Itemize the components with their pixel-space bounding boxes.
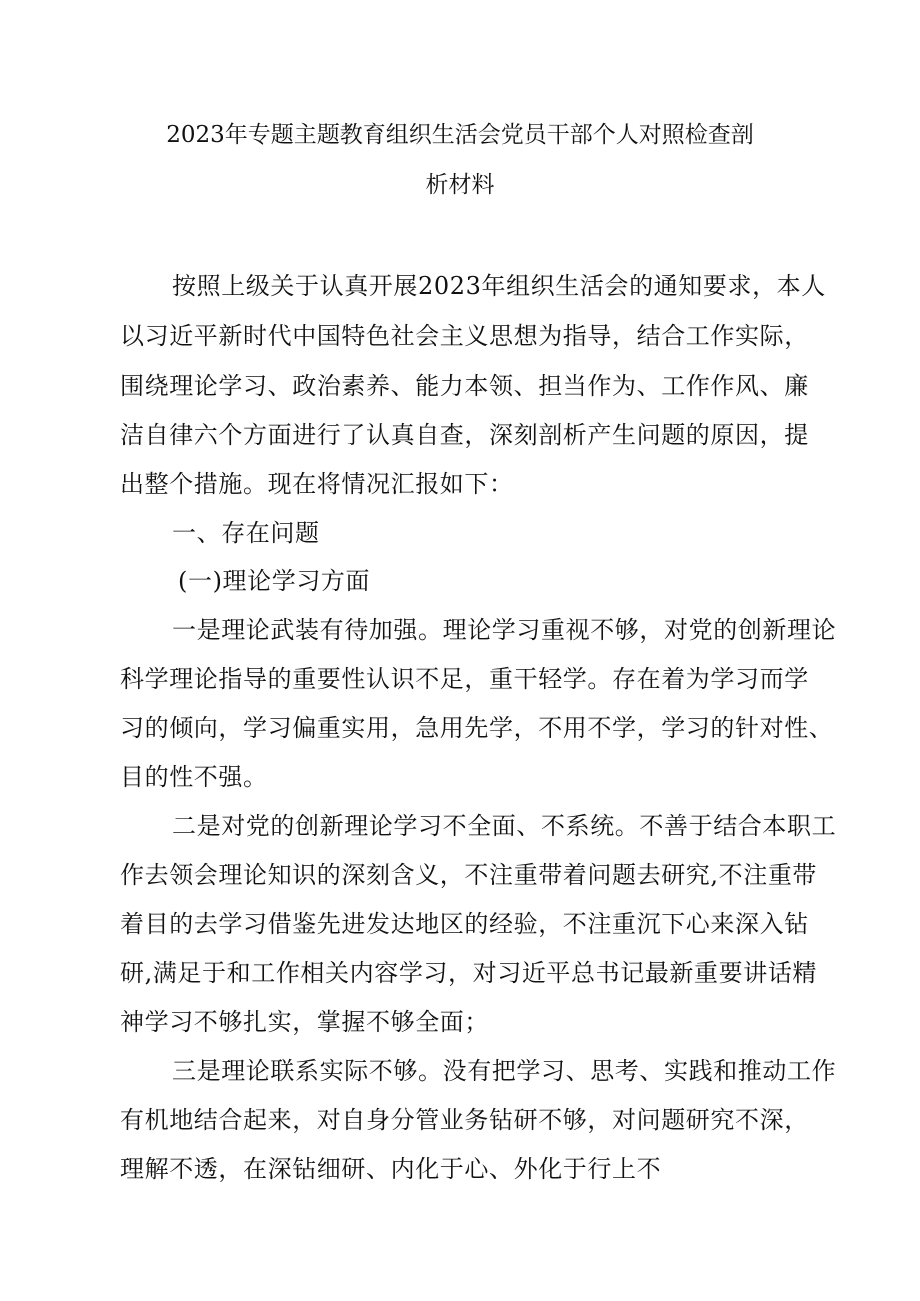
para-intro-line-5: 出整个措施。现在将情况汇报如下： xyxy=(120,470,514,498)
para-1-line-1: 一是理论武装有待加强。理论学习重视不够，对党的创新理论 xyxy=(172,616,837,644)
para-3-line-2: 有机地结合起来，对自身分管业务钻研不够，对问题研究不深， xyxy=(120,1106,809,1134)
para-intro-line-1: 按照上级关于认真开展2023年组织生活会的通知要求，本人 xyxy=(172,272,826,300)
section-heading: 一、存在问题 xyxy=(172,519,320,547)
para-2-line-1: 二是对党的创新理论学习不全面、不系统。不善于结合本职工 xyxy=(172,812,837,840)
para-1-line-2: 科学理论指导的重要性认识不足，重干轻学。存在着为学习而学 xyxy=(120,665,809,693)
para-intro-line-3: 围绕理论学习、政治素养、能力本领、担当作为、工作作风、廉 xyxy=(120,372,809,400)
para-1-line-3: 习的倾向，学习偏重实用，急用先学，不用不学，学习的针对性、 xyxy=(120,714,834,742)
para-2-line-3: 着目的去学习借鉴先进发达地区的经验，不注重沉下心来深入钻 xyxy=(120,910,809,938)
para-1-line-4: 目的性不强。 xyxy=(120,763,268,791)
para-3-line-1: 三是理论联系实际不够。没有把学习、思考、实践和推动工作 xyxy=(172,1057,837,1085)
subsection-heading: (一)理论学习方面 xyxy=(178,567,371,595)
para-2-line-4: 研,满足于和工作相关内容学习，对习近平总书记最新重要讲话精 xyxy=(120,959,818,987)
title-line-1: 2023年专题主题教育组织生活会党员干部个人对照检查剖 xyxy=(166,122,754,148)
title-line-2: 析材料 xyxy=(425,172,495,198)
para-intro-line-2: 以习近平新时代中国特色社会主义思想为指导，结合工作实际， xyxy=(120,322,809,350)
para-2-line-5: 神学习不够扎实，掌握不够全面； xyxy=(120,1008,489,1036)
para-2-line-2: 作去领会理论知识的深刻含义，不注重带着问题去研究,不注重带 xyxy=(120,861,818,889)
para-intro-line-4: 洁自律六个方面进行了认真自查，深刻剖析产生问题的原因，提 xyxy=(120,421,809,449)
para-3-line-3: 理解不透，在深钻细研、内化于心、外化于行上不 xyxy=(120,1155,662,1183)
